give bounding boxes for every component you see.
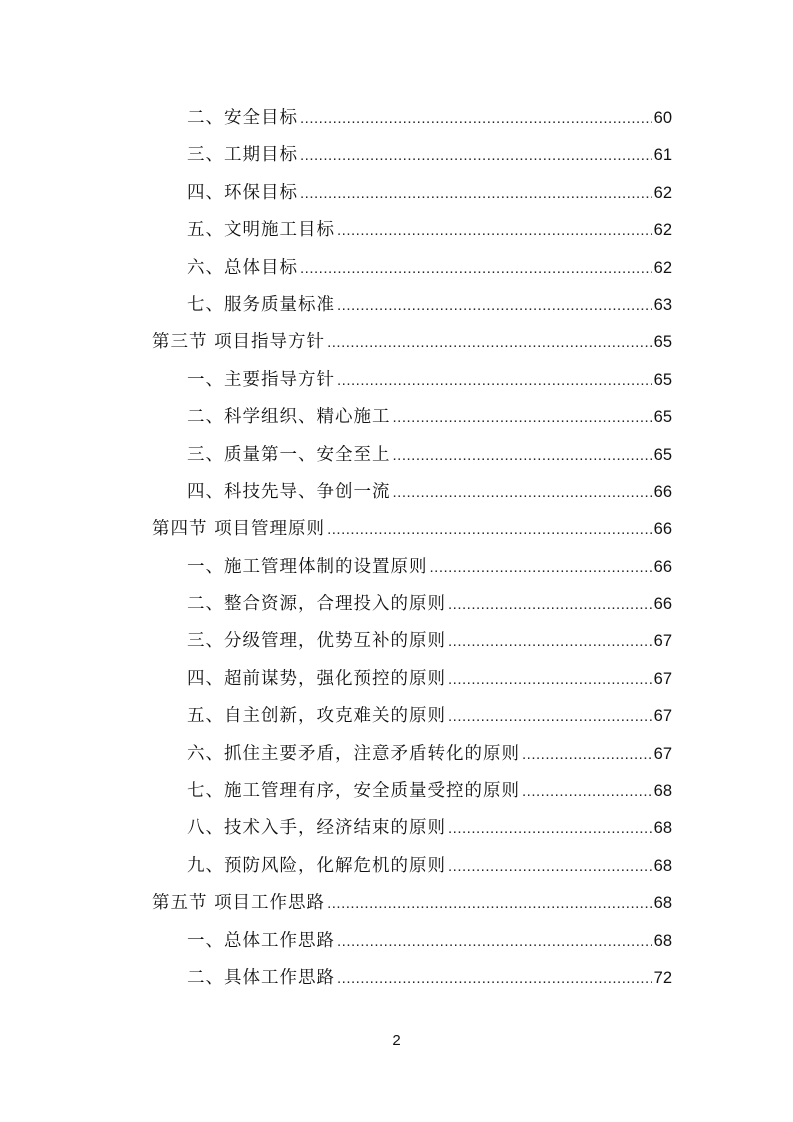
toc-entry-title: 三、质量第一、安全至上: [187, 444, 391, 465]
toc-entry[interactable]: [152, 661, 672, 698]
toc-entry-page: 68: [653, 856, 672, 875]
toc-entry-title: 二、具体工作思路: [187, 967, 335, 988]
toc-entry-title: 三、工期目标: [187, 145, 298, 166]
toc-dot-leader: [393, 474, 652, 511]
toc-entry-page: 66: [653, 520, 672, 539]
table-of-contents: [152, 100, 672, 997]
toc-entry[interactable]: [152, 698, 672, 735]
toc-entry-page: 63: [653, 295, 672, 314]
toc-entry-page: 68: [653, 819, 672, 838]
toc-dot-leader: [337, 960, 652, 997]
toc-dot-leader: [327, 511, 652, 548]
toc-dot-leader: [300, 250, 652, 287]
toc-dot-leader: [448, 623, 652, 660]
toc-dot-leader: [522, 773, 652, 810]
toc-section-entry[interactable]: [152, 885, 672, 922]
toc-entry[interactable]: [152, 399, 672, 436]
toc-entry-page: 60: [653, 109, 672, 127]
toc-dot-leader: [393, 399, 652, 436]
toc-entry[interactable]: [152, 810, 672, 847]
toc-entry-page: 66: [653, 482, 672, 501]
toc-dot-leader: [300, 137, 652, 174]
toc-entry[interactable]: [152, 100, 672, 137]
toc-entry[interactable]: [152, 586, 672, 623]
toc-dot-leader: [337, 287, 652, 324]
toc-entry-title: 一、施工管理体制的设置原则: [187, 556, 428, 577]
toc-entry-title: 三、分级管理，优势互补的原则: [187, 631, 446, 652]
toc-entry-page: 65: [653, 370, 672, 389]
toc-entry[interactable]: [152, 287, 672, 324]
toc-dot-leader: [448, 586, 652, 623]
toc-entry-page: 68: [653, 931, 672, 950]
toc-entry-page: 62: [653, 258, 672, 277]
toc-section-entry[interactable]: [152, 511, 672, 548]
toc-entry-page: 62: [653, 221, 672, 240]
toc-entry-title: 二、整合资源，合理投入的原则: [187, 594, 446, 615]
toc-entry-title: 四、环保目标: [187, 182, 298, 203]
toc-dot-leader: [337, 362, 652, 399]
toc-entry-page: 65: [653, 408, 672, 427]
toc-dot-leader: [393, 437, 652, 474]
toc-dot-leader: [448, 848, 652, 885]
toc-entry[interactable]: [152, 549, 672, 586]
toc-entry-title: 五、自主创新，攻克难关的原则: [187, 706, 446, 727]
toc-dot-leader: [448, 810, 652, 847]
toc-dot-leader: [300, 175, 652, 212]
toc-entry-title: 五、文明施工目标: [187, 220, 335, 241]
toc-entry-page: 66: [653, 595, 672, 614]
toc-entry[interactable]: [152, 773, 672, 810]
toc-entry[interactable]: [152, 960, 672, 997]
toc-entry-page: 67: [653, 744, 672, 763]
toc-dot-leader: [300, 100, 652, 137]
toc-entry-title: 第三节 项目指导方针: [152, 332, 326, 353]
toc-entry-title: 二、科学组织、精心施工: [187, 407, 391, 428]
toc-entry-page: 72: [653, 968, 672, 987]
toc-entry-page: 67: [653, 632, 672, 651]
toc-entry-page: 65: [653, 445, 672, 464]
page-number: 2: [392, 1032, 401, 1049]
toc-entry[interactable]: [152, 362, 672, 399]
toc-entry[interactable]: [152, 250, 672, 287]
toc-dot-leader: [448, 661, 652, 698]
toc-entry-title: 第四节 项目管理原则: [152, 519, 326, 540]
toc-entry[interactable]: [152, 175, 672, 212]
toc-entry-title: 八、技术入手，经济结束的原则: [187, 818, 446, 839]
toc-entry-title: 六、总体目标: [187, 257, 298, 278]
toc-entry-page: 68: [653, 782, 672, 801]
toc-entry-page: 66: [653, 557, 672, 576]
toc-entry[interactable]: [152, 623, 672, 660]
toc-entry-title: 四、科技先导、争创一流: [187, 481, 391, 502]
toc-entry-title: 一、总体工作思路: [187, 930, 335, 951]
toc-entry-title: 四、超前谋势，强化预控的原则: [187, 668, 446, 689]
toc-dot-leader: [430, 549, 652, 586]
toc-dot-leader: [337, 923, 652, 960]
toc-entry-page: 67: [653, 669, 672, 688]
toc-entry[interactable]: [152, 212, 672, 249]
toc-entry-page: 65: [653, 333, 672, 352]
toc-entry[interactable]: [152, 848, 672, 885]
toc-entry[interactable]: [152, 437, 672, 474]
toc-entry-title: 七、施工管理有序，安全质量受控的原则: [187, 781, 520, 802]
toc-entry-title: 七、服务质量标准: [187, 294, 335, 315]
toc-entry-page: 67: [653, 707, 672, 726]
toc-entry-title: 六、抓住主要矛盾，注意矛盾转化的原则: [187, 743, 520, 764]
toc-entry-title: 第五节 项目工作思路: [152, 893, 326, 914]
toc-entry-title: 二、安全目标: [187, 108, 298, 128]
toc-section-entry[interactable]: [152, 324, 672, 361]
toc-entry-page: 68: [653, 894, 672, 913]
toc-entry[interactable]: [152, 923, 672, 960]
toc-dot-leader: [327, 885, 652, 922]
toc-entry-page: 61: [653, 146, 672, 165]
toc-entry[interactable]: [152, 736, 672, 773]
toc-dot-leader: [337, 212, 652, 249]
toc-entry-title: 九、预防风险，化解危机的原则: [187, 855, 446, 876]
toc-entry-title: 一、主要指导方针: [187, 369, 335, 390]
toc-dot-leader: [448, 698, 652, 735]
toc-entry[interactable]: [152, 474, 672, 511]
toc-dot-leader: [327, 324, 652, 361]
toc-entry-page: 62: [653, 183, 672, 202]
toc-entry[interactable]: [152, 137, 672, 174]
toc-dot-leader: [522, 736, 652, 773]
